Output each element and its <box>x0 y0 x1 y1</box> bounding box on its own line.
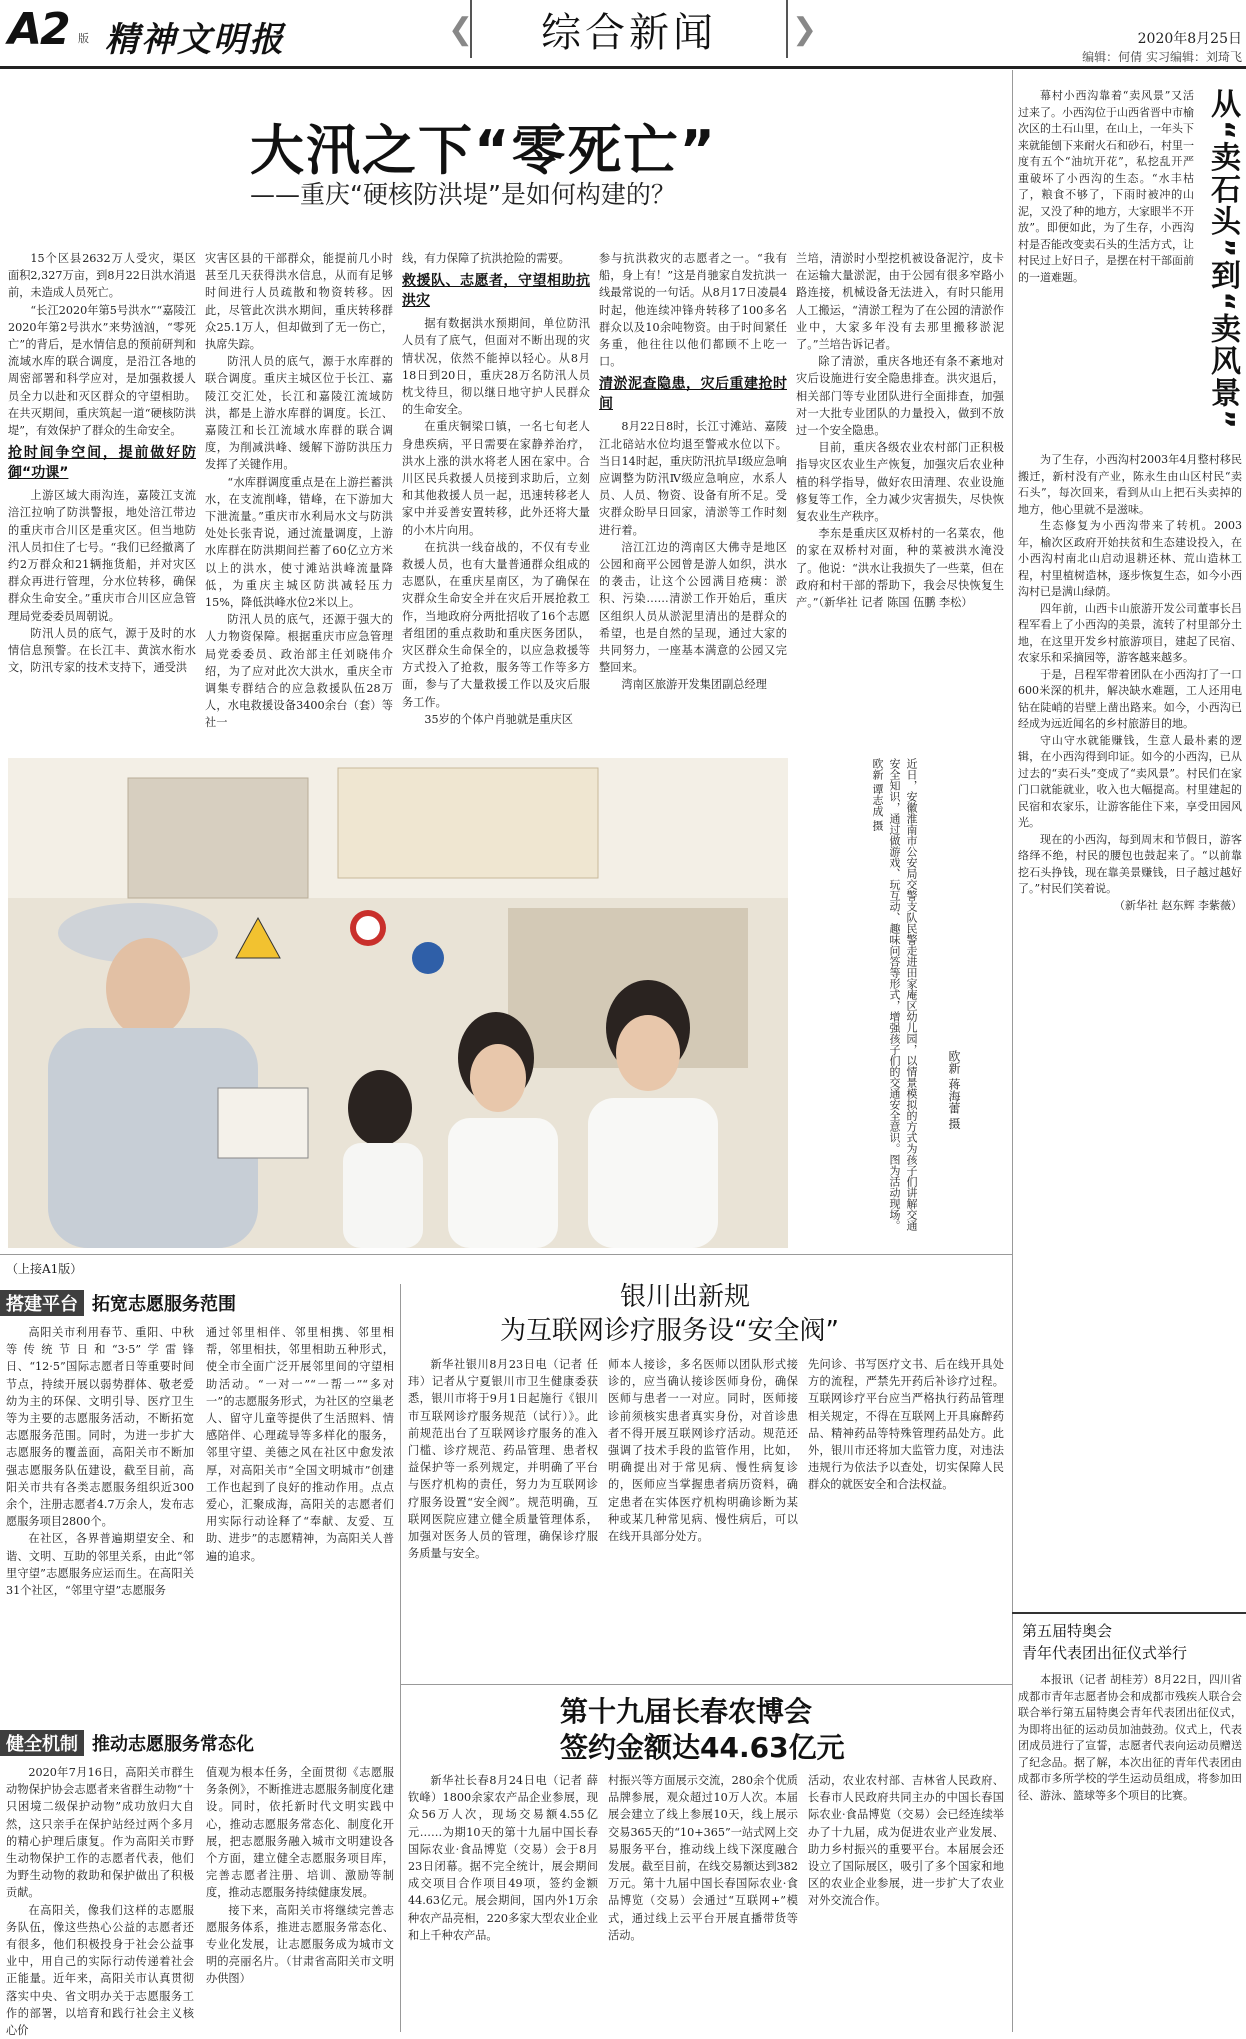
page-number: A2 <box>8 4 69 55</box>
section-bar-1 <box>0 1290 236 1316</box>
lead-column-5: 兰培，清淤时小型挖机被设备泥泞，皮卡在运输大量淤泥，由于公园有很多窄路小路连接，机械设备无法进入，有时只能用人工搬运，“清淤工程为了在公园的清淤作业中，大家多年没有去那里搬移淤泥了。”兰培告诉记者。 除了清淤，重庆各地还有条不紊地对灾后设施进行安全隐患排查。洪灾退后，相关部门等专业团队进行全面排查，加强对一大批专业团队的力量投入，做到不放过一个安全隐患。 目前，重庆各级农业农村部门正积极指导灾区农业生产恢复，加强灾后农业种植的科学指导，做好农田清理、农业设施修复等工作，全力减少灾害损失，尽快恢复农业生产秩序。 李东是重庆区双桥村的一名菜农，他的家在双桥村对面，种的菜被洪水淹没了。他说：“洪水让我损失了一些菜，但在政府和村干部的帮助下，我会尽快恢复生产。”（新华社 记者 陈国 伍鹏 李松） <box>796 252 1004 610</box>
section-tag-2: 健全机制 <box>0 1730 84 1756</box>
lead-subtitle: ——重庆“硬核防洪堤”是如何构建的？ <box>250 180 676 209</box>
volunteer-divider <box>400 1284 401 2032</box>
issue-date: 2020年8月25日 <box>1137 31 1242 47</box>
changchun-column-1: 新华社长春8月24日电（记者 薛钦峰）1800余家农产品企业参展，现众56万人次，现场交易额4.55亿元……为期10天的第十九届中国长春国际农业·食品博览（交易）会于8月23日闭幕。据不完全统计，展会期间成交项目合作项目49项，签约金额44.63亿元。展会期间，国内外1万余种农产品亮相，220多家大型农业企业和上千种农产品。 <box>408 1774 598 1942</box>
section-title-2: 推动志愿服务常态化 <box>92 1734 254 1755</box>
changchun-column-2: 村振兴等方面展示交流，280余个优质品牌参展，观众超过10万人次。本届展会建立了线上参展10天，线上展示交易365天的“10+365”一站式网上交易服务平台，推动线上线下深度融合发展。截至目前，在线交易额达到382万元。第十九届中国长春国际农业·食品博览（交易）会通过“互联网+”模式，通过线上云平台开展直播带货等活动。 <box>608 1774 798 1942</box>
page-suffix: 版 <box>78 32 89 45</box>
changchun-title-2: 签约金额达44.63亿元 <box>560 1731 845 1764</box>
photo-credit: 欧新 蒋海蕾 摄 <box>947 1050 961 1130</box>
section-title-1: 拓宽志愿服务范围 <box>92 1294 236 1315</box>
yinchuan-column-1: 新华社银川8月23日电（记者 任玮）记者从宁夏银川市卫生健康委获悉，银川市将于9月1日起施行《银川市互联网诊疗服务规范（试行）》。此前规范出台了互联网诊疗服务的准入门槛、诊疗规范、药品管理、患者权益保护等一系列规定，并明确了平台与医疗机构的责任，努力为互联网诊疗服务设置“安全阀”。规范明确，互联网医院应建立健全质量管理体系，加强对医务人员的管理，确保诊疗服务质量与安全。 <box>408 1358 598 1561</box>
lead-subhead-3: 清淤泥查隐患，灾后重建抢时间 <box>599 376 787 413</box>
lead-subhead-1: 抢时间争空间，提前做好防御“功课” <box>8 445 196 482</box>
section-bar-2 <box>0 1730 254 1756</box>
sidebar-column-main: 为了生存，小西沟村2003年4月整村移民搬迁，新村没有产业，陈永生由山区村民“卖石头”，每次回来，看到从山上把石头卖掉的地方，他心里就不是滋味。 生态修复为小西沟带来了转机。2003年，榆次区政府开始扶贫和生态建设投入，在小西沟村南北山启动退耕还林、荒山造林工程，村里植树造林，逐步恢复生态，如今小西沟村已是满山绿荫。 四年前，山西卡山旅游开发公司董事长吕程军看上了小西沟的美景，流转了村里部分土地，在这里开发乡村旅游项目，建起了民宿、农家乐和采摘园等，游客越来越多。 于是，吕程军带着团队在小西沟打了一口600米深的机井，解决缺水难题，工人还用电钻在陡峭的岩壁上凿出路来。如今，小西沟已经成为远近闻名的乡村旅游目的地。 守山守水就能赚钱，生意人最朴素的逻辑，在小西沟得到印证。如今的小西沟，已从过去的“卖石头”变成了“卖风景”。村民们在家门口就能就业，收入也大幅提高。村里建起的民宿和农家乐，让游客能住下来，享受田园风光。 现在的小西沟，每到周末和节假日，游客络绎不绝，村民的腰包也鼓起来了。“以前靠挖石头挣钱，现在靠美景赚钱，日子越过越好了。”村民们笑着说。 （新华社 赵东辉 李紫薇） <box>1018 453 1242 912</box>
sidebar-divider <box>1012 70 1013 2032</box>
lead-column-1: 15个区县2632万人受灾，渠区面积2,327万亩，到8月22日洪水消退前，未造成人员死亡。 “长江2020年第5号洪水”“嘉陵江2020年第2号洪水”来势汹汹，“零死亡”的背后，是水情信息的预前研判和流域水库的联合调度，是沿江各地的周密部署和科学应对，是加强救援人员全力以赴和灭区群众的守望相助。在共灭期间，重庆筑起一道“硬核防洪堤”，有效保护了群众的生命安全。 抢时间争空间，提前做好防御“功课” 上游区域大雨沟连，嘉陵江支流涪江拉响了防洪警报，地处涪江带边的重庆市合川区是重灾区。但当地防汛人员扣住了七号。“我们已经撤离了约2万群众和21辆拖货船，并对灾区群众再进行管理，分水位转移，确保群众生命安全。”重庆市合川区应急管理局党委委员周朝说。 防汛人员的底气，源于及时的水情信息预警。在长江丰、黄滨水衔水文，防汛专家的技术支持下，通受洪 <box>8 252 196 675</box>
yinchuan-title-2: 为互联网诊疗服务设“安全阀” <box>500 1316 839 1346</box>
sidebar-column-top: 幕村小西沟靠着“卖风景”又活过来了。小西沟位于山西省晋中市榆次区的土石山里，在山上，一年头下来就能刨下来耐火石和砂石，村里一度有五个“油坑开花”，私挖乱开严重破坏了小西沟的生态。“水丰枯了，粮食不够了，下雨时被冲的山泥，又没了种的地方，大家眼半不开放”。即便如此，为了生存，小西沟村是否能改变卖石头的生活方式，让村民过上好日子，是摆在村干部面前的一道难题。 <box>1018 89 1194 284</box>
paper-name: 精神文明报 <box>105 20 285 60</box>
photo-caption: 近日，安徽淮南市公安局交警支队民警走进田家庵区幼儿园，以情景模拟的方式为孩子们讲解交通安全知识，通过做游戏、玩互动、趣味问答等形式，增强孩子们的交通安全意识。图为活动现场。 欧新 谭志成 摄 <box>871 758 918 1231</box>
volunteer-column-4: 值观为根本任务，全面贯彻《志愿服务条例》，不断推进志愿服务制度化建设。同时，依托新时代文明实践中心，推动志愿服务常态化、制度化开展，把志愿服务融入城市文明建设各个方面，建立健全志愿服务项目库，完善志愿者注册、培训、激励等制度，推动志愿服务持续健康发展。 接下来，高阳关市将继续完善志愿服务体系，推进志愿服务常态化、专业化发展，让志愿服务成为城市文明的亮丽名片。（甘肃省高阳关市文明办供图） <box>206 1766 394 1986</box>
yinchuan-column-2: 师本人接诊，多名医师以团队形式接诊的，应当确认接诊医师身份，确保医师与患者一一对应。同时，医师接诊前须核实患者真实身份，对首诊患者不得开展互联网诊疗活动。规范还强调了技术手段的监管作用，比如，明确提出对于常见病、慢性病复诊的，医师应当掌握患者病历资料，确定患者在实体医疗机构明确诊断为某种或某几种常见病、慢性病后，可以在线开具部分处方。 <box>608 1358 798 1544</box>
chevron-left-icon: ❮ <box>448 12 474 47</box>
changchun-column-3: 活动，农业农村部、吉林省人民政府、长春市人民政府共同主办的中国长春国际农业·食品博览（交易）会已经连续举办了十九届，成为促进农业产业发展、助力乡村振兴的重要平台。本届展会还设立了国际展区，吸引了多个国家和地区的农业企业参展，进一步扩大了农业对外交流合作。 <box>808 1774 1004 1908</box>
volunteer-column-2: 通过邻里相伴、邻里相携、邻里相帮，邻里相扶，邻里相助五种形式，使全市全面广泛开展邻里间的守望相助活动。“一对一”“一帮一”“多对一”的志愿服务形式，为社区的空巢老人、留守儿童等提供了生活照料、情感陪伴、心理疏导等多样化的服务，邻里守望、美德之风在社区中愈发浓厚，对高阳关市“全国文明城市”创建工作也起到了良好的推动作用。点点爱心，汇聚成海，高阳关的志愿者们用实际行动诠释了“奉献、友爱、互助、进步”的志愿精神，为高阳关人普遍的追求。 <box>206 1326 394 1563</box>
sidebar-box-text: 本报讯（记者 胡桂芳）8月22日，四川省成都市青年志愿者协会和成都市残疾人联合会联合举行第五届特奥会青年代表团出征仪式，为即将出征的运动员加油鼓劲。仪式上，代表团成员进行了宣誓，志愿者代表向运动员赠送了纪念品。据了解，本次出征的青年代表团由成都市多所学校的学生运动员组成，将参加田径、游泳、篮球等多个项目的比赛。 <box>1018 1673 1242 1802</box>
story-rule <box>401 1684 1012 1685</box>
sidebar-box-title-2: 青年代表团出征仪式举行 <box>1022 1644 1188 1662</box>
header-rule <box>0 66 1246 69</box>
lead-column-4: 参与抗洪救灾的志愿者之一。“我有船，身上有！”这是肖驰家自发抗洪一线最常说的一句话。从8月17日凌晨4时起，他连续冲锋舟转移了100多名群众以及10余吨物资。由于时间紧任务重，他往往以他们都顾不上吃一口。 清淤泥查隐患，灾后重建抢时间 8月22日8时，长江寸滩站、嘉陵江北碚站水位均退至警戒水位以下。当日14时起，重庆防汛抗旱Ⅰ级应急响应调整为防汛Ⅳ级应急响应，水系人员、人员、物资、设备有所不足。受灾群众盼早日回家，清淤等工作时刻进行着。 涪江江边的湾南区大佛寺是地区公园和商平公园曾是游人如织，洪水的袭击，让这个公园满目疮痍：淤积、污染……清淤工作开始后，重庆区组织人员从淤泥里清出的是群众的希望，也是自然的呈现，通过大家的共同努力，一座基本满意的公园又完整回来。 湾南区旅游开发集团副总经理 <box>599 252 787 692</box>
lead-column-3: 线，有力保障了抗洪抢险的需要。 救援队、志愿者，守望相助抗洪灾 据有数据洪水预期间，单位防汛人员有了底气，但面对不断出现的灾情状况，依然不能掉以轻心。从8月18日到20日，重庆28万名防汛人员枕戈待旦，彻以继日地守护人民群众的生命安全。 在重庆铜梁口镇，一名七旬老人身患疾病，平日需要在家静养治疗，洪水上涨的洪水将老人困在家中。合川区民兵救援人员接到求助后，立刻和其他救援人员一起，迅速转移老人家中并妥善安置转移，此外还将大量的小木片向用。 在抗洪一线奋战的，不仅有专业救援人员，也有大量普通群众组成的志愿队，在重庆星南区，为了确保在灾群众生命安全并在灾后开展抢救工作，当地政府分两批招收了16个志愿者组团的重点救助和重庆医务团队，灾区群众生命保全的，以应急救援等方式投入了抢救，服务等工作等多方面，参与了大量救援工作以及灾后服务工作。 35岁的个体户肖驰就是重庆区 <box>402 252 590 726</box>
sidebar-title: 从“卖石头”到“卖风景” <box>1205 88 1240 431</box>
news-photo <box>8 758 788 1248</box>
section-tag-1: 搭建平台 <box>0 1290 84 1316</box>
sidebar-box-title-1: 第五届特奥会 <box>1022 1622 1113 1640</box>
changchun-title-1: 第十九届长春农博会 <box>560 1695 813 1728</box>
yinchuan-title-1: 银川出新规 <box>620 1282 751 1312</box>
continued-note: （上接A1版） <box>6 1262 83 1276</box>
volunteer-column-3: 2020年7月16日，高阳关市群生动物保护协会志愿者来省群生动物“十只困境二级保护动物”成功放归大自然，这只亲手在保护站经过两个多月的精心护理后康复。作为高阳关市野生动物保护工作的志愿者代表，他们为野生动物的救助和保护做出了积极贡献。 在高阳关，像我们这样的志愿服务队伍，像这些热心公益的志愿者还有很多，他们积极投身于社会公益事业中，用自己的实际行动传递着社会正能量。近年来，高阳关市认真贯彻落实中央、省文明办关于志愿服务工作的部署，以培育和践行社会主义核心价 <box>6 1766 194 2038</box>
sidebar-box-rule <box>1012 1612 1246 1614</box>
yinchuan-column-3: 先问诊、书写医疗文书、后在线开具处方的流程，严禁先开药后补诊疗过程。互联网诊疗平台应当严格执行药品管理相关规定，不得在互联网上开具麻醉药品、精神药品等特殊管理药品处方。此外，银川市还将加大监管力度，对违法违规行为依法予以查处，切实保障人民群众的就医安全和合法权益。 <box>808 1358 1004 1492</box>
lead-column-2: 灾害区县的干部群众，能提前几小时甚至几天获得洪水信息，从而有足够时间进行人员疏散和物资转移。因此，尽管此次洪水期间，重庆转移群众25.1万人，但却做到了无一伤亡，执席失踪。 防汛人员的底气，源于水库群的联合调度。重庆主城区位于长江、嘉陵江交汇处，长江和嘉陵江流域防洪，都是上游水库群的调度。长江、嘉陵江和长江流域水库群的联合调度，为削减洪峰、缓解下游防洪压力发挥了关键作用。 “水库群调度重点是在上游拦蓄洪水，在支流削峰，错峰，在下游加大下泄流量。”重庆市水利局水文与防洪处处长张青说，通过流量调度，上游水库群在防洪期间拦蓄了60亿立方米以上的洪水，使寸滩站洪峰流量降低，为重庆主城区防洪减轻压力15%，降低洪峰水位2米以上。 防汛人员的底气，还源于强大的人力物资保障。根据重庆市应急管理局党委委员、政治部主任刘晓伟介绍，为了应对此次大洪水，重庆全市调集专群结合的应急救援队伍28万人，水电救援设备3400余台（套）等社一 <box>205 252 393 730</box>
photo-rule <box>0 1254 1012 1255</box>
lead-subhead-2: 救援队、志愿者，守望相助抗洪灾 <box>402 273 590 310</box>
chevron-right-icon: ❯ <box>792 12 818 47</box>
section-title: 综合新闻 <box>470 0 788 58</box>
lead-title: 大汛之下“零死亡” <box>250 119 717 182</box>
editors-credit: 编辑：何倩 实习编辑：刘琦飞 <box>1082 50 1242 64</box>
photo-illustration <box>8 758 788 1248</box>
volunteer-column-1: 高阳关市利用春节、重阳、中秋等传统节日和“3·5”学雷锋日、“12·5”国际志愿者日等重要时间节点，持续开展以弱势群体、敬老爱幼为主的环保、文明引导、医疗卫生等为主要的志愿服务活动，不断拓宽志愿服务范围。同时，为进一步扩大志愿服务的覆盖面，高阳关市不断加强志愿服务队伍建设，截至目前，高阳关市共有各类志愿服务组织近300余个，注册志愿者4.7万余人，发布志愿服务项目2800个。 在社区，各界普遍期望安全、和谐、文明、互助的邻里关系，由此“邻里守望”志愿服务应运而生。在高阳关31个社区，“邻里守望”志愿服务 <box>6 1326 194 1598</box>
